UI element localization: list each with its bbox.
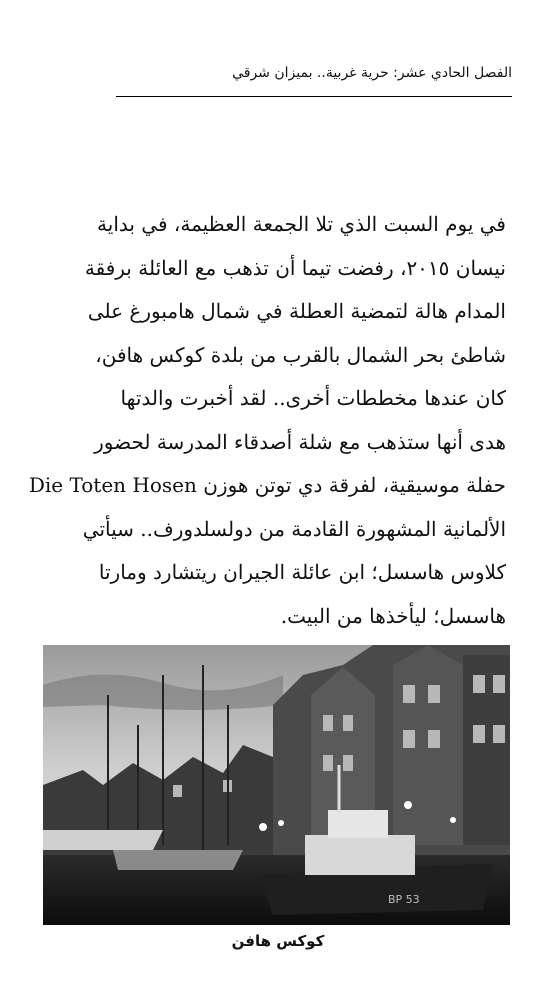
harbor-photo — [43, 645, 510, 925]
lifeboat-wheelhouse — [328, 810, 388, 838]
body-paragraph — [28, 203, 506, 638]
text-line: حفلة موسيقية، لفرقة دي توتن هوزن Die Toten Hosen — [28, 473, 506, 497]
running-header — [42, 64, 512, 98]
harbor-illustration — [43, 645, 510, 925]
text-line: شاطئ بحر الشمال بالقرب من بلدة كوكس هافن، — [95, 342, 506, 367]
boat-marking: BP 53 — [388, 893, 420, 906]
text-line: هاسسل؛ ليأخذها من البيت. — [280, 603, 506, 628]
figure-caption — [0, 932, 556, 950]
text-line: في يوم السبت الذي تلا الجمعة العظيمة، في بداية — [97, 212, 506, 236]
running-title: الفصل الحادي عشر: حرية غربية.. بميزان شرقي — [232, 65, 512, 81]
sailboat-hull — [43, 830, 163, 850]
text-line: كان عندها مخططات أخرى.. لقد أخبرت والدتها — [120, 386, 506, 410]
header-rule — [116, 96, 512, 97]
caption-text: كوكس هافن — [231, 932, 325, 950]
text-line: نيسان ٢٠١٥، رفضت تيما أن تذهب مع العائلة برفقة — [84, 255, 506, 280]
text-line: المدام هالة لتمضية العطلة في شمال هامبورغ على — [87, 299, 506, 323]
lifeboat-cabin — [305, 835, 415, 875]
text-line: كلاوس هاسسل؛ ابن عائلة الجيران ريتشارد ومارتا — [98, 560, 506, 584]
moored-boat — [113, 850, 243, 870]
text-line: الألمانية المشهورة القادمة من دولسلدورف.. سيأتي — [82, 516, 506, 541]
text-line: هدى أنها ستذهب مع شلة أصدقاء المدرسة لحضور — [94, 429, 506, 454]
